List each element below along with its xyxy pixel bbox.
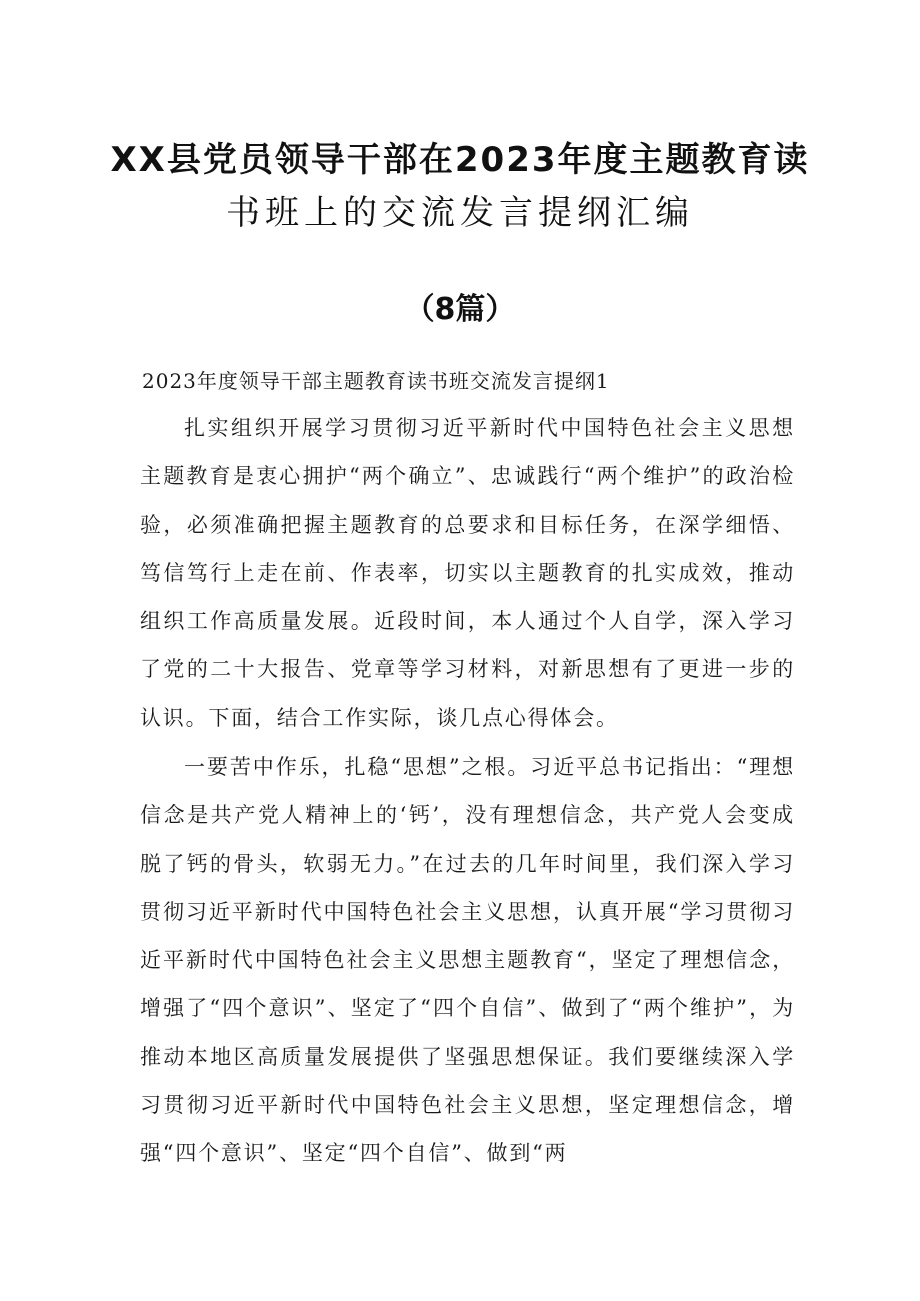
section-heading: 2023年度领导干部主题教育读书班交流发言提纲1 <box>142 369 610 393</box>
document-title-line-1: XX县党员领导干部在2023年度主题教育读 <box>110 140 810 180</box>
body-paragraph-2: 一要苦中作乐，扎稳“思想”之根。习近平总书记指出：“理想信念是共产党人精神上的‘钙’，没有理想信念，共产党人会变成脱了钙的骨头，软弱无力。”在过去的几年时间里，我们深入学习贯彻习近平新时代中国特色社会主义思想，认真开展“学习贯彻习近平新时代中国特色社会主义思想主题教育“，坚定了理想信念，增强了“四个意识”、坚定了“四个自信”、做到了“两个维护”，为推动本地区高质量发展提供了坚强思想保证。我们要继续深入学习贯彻习近平新时代中国特色社会主义思想，坚定理想信念，增强“四个意识”、坚定“四个自信”、做到“两 <box>140 755 795 1166</box>
document-title-line-2: 书班上的交流发言提纲汇编 <box>226 193 694 233</box>
body-paragraph-1: 扎实组织开展学习贯彻习近平新时代中国特色社会主义思想主题教育是衷心拥护“两个确立”、忠诚践行“两个维护”的政治检验，必须准确把握主题教育的总要求和目标任务，在深学细悟、笃信笃行上走在前、作表率，切实以主题教育的扎实成效，推动组织工作高质量发展。近段时间，本人通过个人自学，深入学习了党的二十大报告、党章等学习材料，对新思想有了更进一步的认识。下面，结合工作实际，谈几点心得体会。 <box>140 416 795 730</box>
document-title-count: （8篇） <box>404 292 516 327</box>
